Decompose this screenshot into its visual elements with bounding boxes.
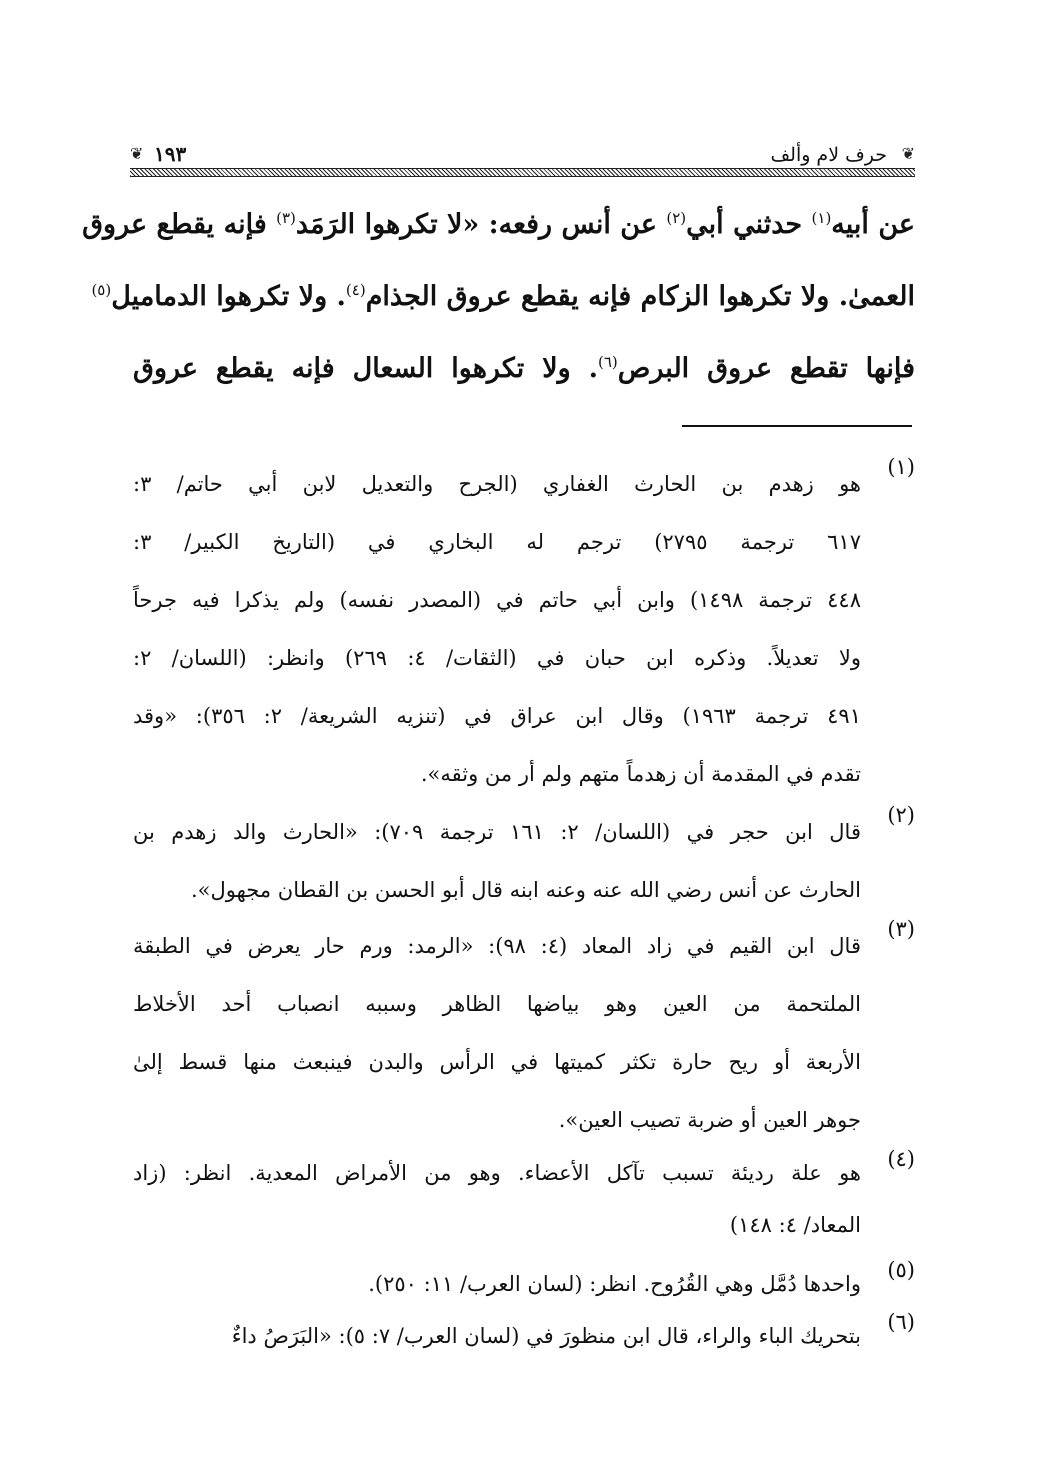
- running-header: [130, 140, 915, 186]
- footnote-number: (٥): [887, 1258, 915, 1282]
- footnote-line: الملتحمة من العين وهو بياضها الظاهر وسببه انصباب أحد الأخلاط: [133, 992, 861, 1016]
- footnote-line: الأربعة أو ريح حارة تكثر كميتها في الرأس والبدن فينبعث منها قسط إلىٰ: [133, 1050, 861, 1074]
- footnote-number: (٢): [887, 803, 915, 827]
- footnote-ref[interactable]: (٤): [345, 281, 366, 299]
- footnote-5: [133, 1258, 915, 1310]
- footnote-ref[interactable]: (٦): [597, 353, 618, 371]
- footnote-line: هو زهدم بن الحارث الغفاري (الجرح والتعديل لابن أبي حاتم/ ٣:: [133, 472, 861, 496]
- footnote-line: ٦١٧ ترجمة ٢٧٩٥) ترجم له البخاري في (التاريخ الكبير/ ٣:: [133, 530, 861, 554]
- footnote-line: قال ابن حجر في (اللسان/ ٢: ١٦١ ترجمة ٧٠٩): «الحارث والد زهدم بن: [133, 820, 861, 844]
- footnote-ref[interactable]: (١): [811, 209, 832, 227]
- footnote-number: (٤): [887, 1147, 915, 1171]
- text-run: . ولا تكرهوا السعال فإنه يقطع عروق: [133, 353, 598, 384]
- text-run: العمىٰ. ولا تكرهوا الزكام فإنه يقطع عروق الجذام: [365, 281, 915, 312]
- main-line: [82, 190, 915, 262]
- text-run: عن أنس رفعه: «لا تكرهوا الرَمَد: [295, 209, 667, 240]
- footnote-3: [133, 917, 915, 1149]
- footnote-separator: [682, 425, 912, 427]
- page-number: ١٩٣: [154, 142, 187, 166]
- footnote-2: [133, 803, 915, 919]
- footnote-line: الحارث عن أنس رضي الله عنه وعنه ابنه قال أبو الحسن بن القطان مجهول».: [190, 878, 861, 902]
- footnote-line: قال ابن القيم في زاد المعاد (٤: ٩٨): «الرمد: ورم حار يعرض في الطبقة: [133, 934, 861, 958]
- footnote-line: ٤٤٨ ترجمة ١٤٩٨) وابن أبي حاتم في (المصدر نفسه) ولم يذكرا فيه جرحاً: [133, 588, 861, 612]
- header-rule: [130, 168, 915, 177]
- footnote-6: [133, 1310, 915, 1362]
- footnote-number: (٦): [887, 1310, 915, 1334]
- ornament-right-icon: ❦: [901, 144, 915, 163]
- footnote-ref[interactable]: (٥): [91, 281, 112, 299]
- footnote-number: (١): [887, 455, 915, 479]
- text-run: حدثني أبي: [686, 209, 812, 240]
- footnote-line: بتحريك الباء والراء، قال ابن منظورَ في (لسان العرب/ ٧: ٥): «البَرَصُ داءٌ: [231, 1324, 861, 1348]
- footnote-line: ٤٩١ ترجمة ١٩٦٣) وقال ابن عراق في (تنزيه الشريعة/ ٢: ٣٥٦): «وقد: [133, 704, 861, 728]
- text-run: فإنها تقطع عروق البرص: [617, 353, 916, 384]
- footnote-ref[interactable]: (٢): [666, 209, 687, 227]
- main-line: [133, 334, 915, 406]
- main-text: [82, 190, 916, 406]
- footnote-4: [133, 1147, 915, 1251]
- footnote-number: (٣): [887, 917, 915, 941]
- text-run: عن أبيه: [831, 209, 915, 240]
- text-run: فإنه يقطع عروق: [82, 209, 277, 240]
- footnote-line: جوهر العين أو ضربة تصيب العين».: [558, 1108, 861, 1132]
- footnote-1: [133, 455, 915, 803]
- chapter-title: حرف لام وألف: [770, 144, 887, 166]
- ornament-left-icon: ❦: [130, 144, 144, 163]
- main-line: [91, 262, 915, 334]
- footnote-line: تقدم في المقدمة أن زهدماً متهم ولم أر من وثقه».: [420, 762, 861, 786]
- footnote-ref[interactable]: (٣): [276, 209, 296, 227]
- footnote-line: واحدها دُمَّل وهي القُرُوح. انظر: (لسان العرب/ ١١: ٢٥٠).: [368, 1272, 861, 1296]
- footnote-line: المعاد/ ٤: ١٤٨): [729, 1213, 861, 1237]
- text-run: . ولا تكرهوا الدماميل: [111, 281, 346, 312]
- footnote-line: ولا تعديلاً. وذكره ابن حبان في (الثقات/ ٤: ٢٦٩) وانظر: (اللسان/ ٢:: [133, 646, 861, 670]
- footnote-line: هو علة رديئة تسبب تآكل الأعضاء. وهو من الأمراض المعدية. انظر: (زاد: [133, 1161, 861, 1185]
